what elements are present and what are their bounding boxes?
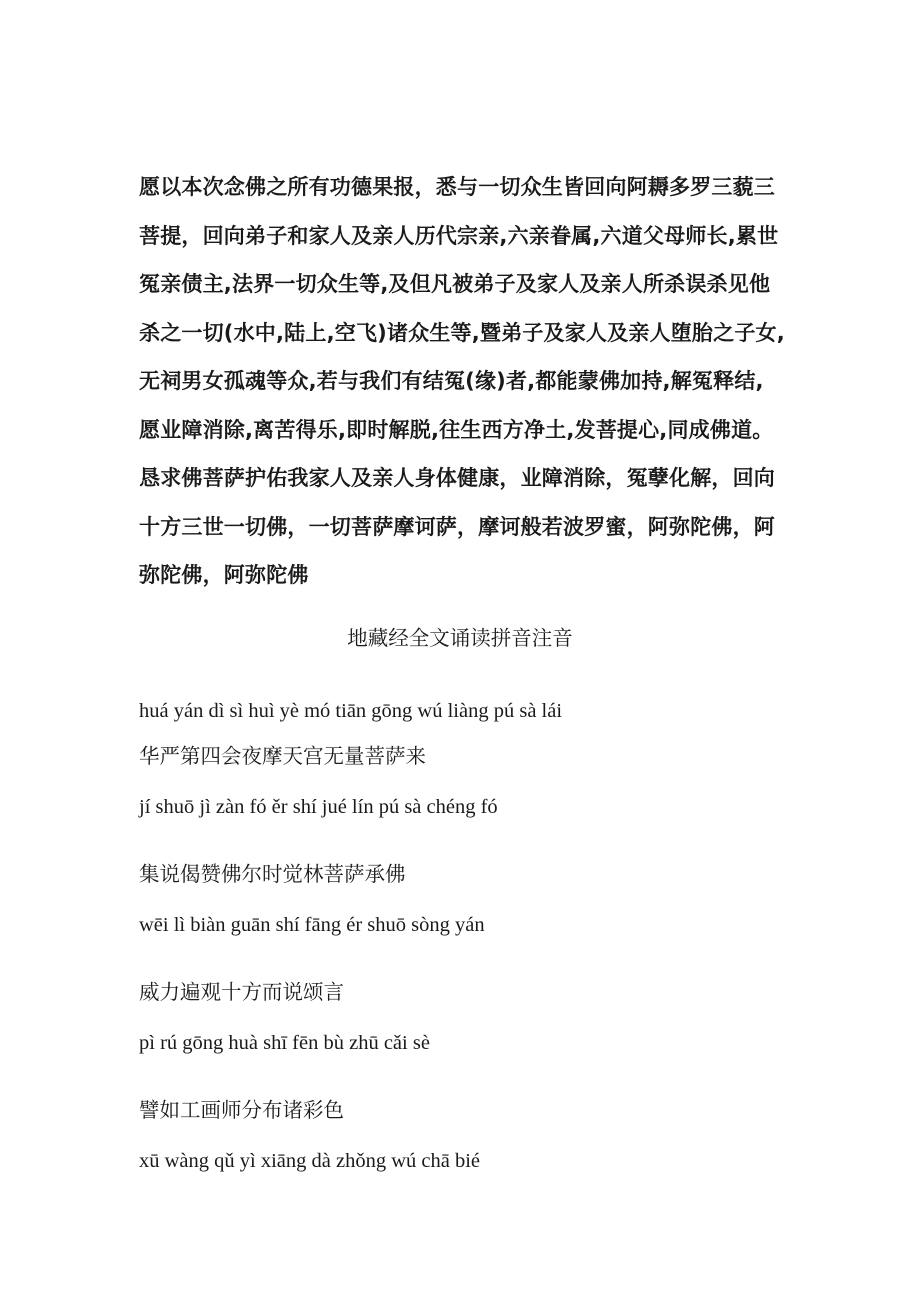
pinyin-line: huá yán dì sì huì yè mó tiān gōng wú liàng pú sà lái xyxy=(139,700,563,722)
hanzi-line: 华严第四会夜摩天宫无量菩萨来 xyxy=(139,744,426,768)
pinyin-line: pì rú gōng huà shī fēn bù zhū cǎi sè xyxy=(139,1032,430,1054)
pinyin-line: jí shuō jì zàn fó ěr shí jué lín pú sà chéng fó xyxy=(139,796,498,818)
pinyin-line: wēi lì biàn guān shí fāng ér shuō sòng yán xyxy=(139,914,485,936)
dedication-paragraph xyxy=(139,163,794,600)
dedication-line: 愿业障消除,离苦得乐,即时解脱,往生西方净土,发菩提心,同成佛道。 xyxy=(139,417,774,442)
dedication-line: 恳求佛菩萨护佑我家人及亲人身体健康，业障消除，冤孽化解，回向 xyxy=(139,466,775,490)
dedication-line: 杀之一切(水中,陆上,空飞)诸众生等,暨弟子及家人及亲人堕胎之子女, xyxy=(139,320,785,345)
dedication-line: 菩提，回向弟子和家人及亲人历代宗亲,六亲眷属,六道父母师长,累世 xyxy=(139,223,779,248)
dedication-line: 弥陀佛，阿弥陀佛 xyxy=(139,563,309,587)
hanzi-line: 威力遍观十方而说颂言 xyxy=(139,980,344,1004)
dedication-line: 十方三世一切佛，一切菩萨摩诃萨，摩诃般若波罗蜜，阿弥陀佛，阿 xyxy=(139,514,775,539)
sutra-title xyxy=(0,622,920,654)
hanzi-line: 譬如工画师分布诸彩色 xyxy=(139,1098,344,1122)
hanzi-line: 集说偈赞佛尔时觉林菩萨承佛 xyxy=(139,862,406,886)
pinyin-line: xū wàng qǔ yì xiāng dà zhǒng wú chā bié xyxy=(139,1150,481,1172)
sutra-title-text: 地藏经全文诵读拼音注音 xyxy=(347,626,573,650)
dedication-line: 冤亲债主,法界一切众生等,及但凡被弟子及家人及亲人所杀误杀见他 xyxy=(139,272,771,296)
dedication-line: 愿以本次念佛之所有功德果报，悉与一切众生皆回向阿耨多罗三藐三 xyxy=(139,175,775,199)
dedication-line: 无祠男女孤魂等众,若与我们有结冤(缘)者,都能蒙佛加持,解冤释结, xyxy=(139,369,764,393)
